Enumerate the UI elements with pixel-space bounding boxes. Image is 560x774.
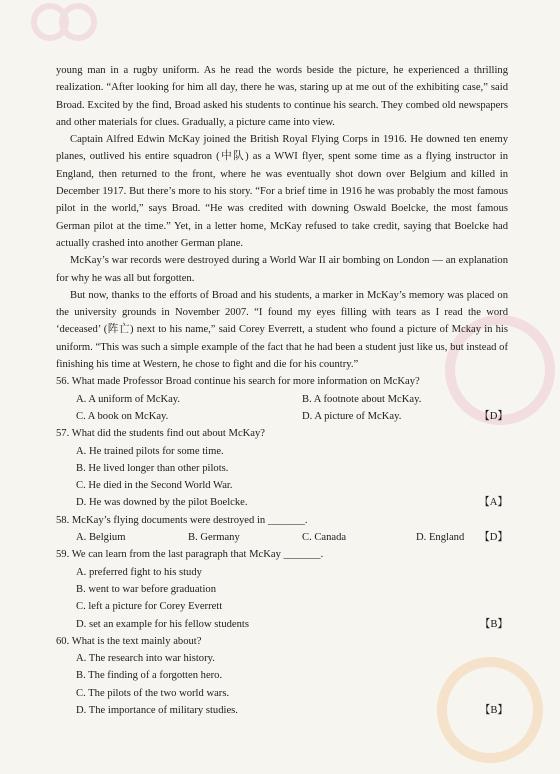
option-d: D. He was downed by the pilot Boelcke. (76, 497, 248, 509)
question-58 (56, 512, 508, 547)
question-59 (56, 546, 508, 632)
option-b: B. He lived longer than other pilots. (76, 462, 229, 474)
option-c: C. Canada (302, 532, 347, 544)
document-page (56, 62, 508, 719)
option-d: D. set an example for his fellow students (76, 618, 249, 630)
answer-key: 【D】 (479, 410, 508, 422)
paragraph: young man in a rugby uniform. As he read the words beside the picture, he experienced a thrilling realization. “After looking for him all day, there he was, staring up at me out of the exhibiting case,” said Broad. Excited by the find, Broad asked his students to continue his search. They combed old newspapers and other materials for clues. Gradually, a picture came into view. (56, 65, 508, 128)
option-a: A. He trained pilots for some time. (76, 445, 224, 457)
question-57 (56, 425, 508, 511)
answer-key: 【A】 (479, 497, 508, 509)
question-stem: 58. McKay’s flying documents were destroyed in _______. (56, 514, 308, 526)
option-a: A. Belgium (76, 532, 126, 544)
question-56 (56, 373, 508, 425)
option-c: C. The pilots of the two world wars. (76, 687, 230, 699)
option-a: A. preferred fight to his study (76, 566, 202, 578)
option-b: B. A footnote about McKay. (302, 393, 422, 405)
answer-key: 【B】 (479, 618, 508, 630)
option-d: D. England (416, 532, 465, 544)
question-stem: 57. What did the students find out about McKay? (56, 428, 265, 440)
question-60 (56, 633, 508, 719)
option-b: B. Germany (188, 532, 240, 544)
option-d: D. The importance of military studies. (76, 704, 238, 716)
option-c: C. left a picture for Corey Everrett (76, 601, 223, 613)
answer-key: 【B】 (479, 704, 508, 716)
paragraph: Captain Alfred Edwin McKay joined the British Royal Flying Corps in 1916. He downed ten enemy planes, outlived his entire squadron (中队) as a WWI flyer, spent some time as a flying instructor in England, then returned to the front, where he was eventually shot down over Belgium and killed in December 1917. But there’s more to his story. “For a brief time in 1916 he was probably the most famous pilot in the world,” says Broad. “He was credited with downing Oswald Boelcke, the most famous German pilot at the time.” Yet, in a letter home, McKay refused to take credit, saying that Boelcke had actually crashed into another German plane. (56, 134, 508, 249)
option-a: A. The research into war history. (76, 653, 215, 665)
option-c: C. A book on McKay. (76, 410, 169, 422)
option-a: A. A uniform of McKay. (76, 393, 181, 405)
watermark-logo-top (20, 0, 110, 70)
option-d: D. A picture of McKay. (302, 410, 402, 422)
paragraph: McKay’s war records were destroyed during a World War II air bombing on London — an explanation for why he was all but forgotten. (56, 255, 508, 284)
option-b: B. The finding of a forgotten hero. (76, 670, 223, 682)
answer-key: 【D】 (479, 532, 508, 544)
paragraph: But now, thanks to the efforts of Broad and his students, a marker in McKay’s memory was placed on the university grounds in November 2007. “I found my eyes filling with tears as I read the word ‘deceased’ (阵亡) next to his name,” said Corey Everrett, a student who found a picture of Mckay in his uniform. “This was such a simple example of the fact that he had been a student just like us, but instead of finishing his time at Western, he chose to fight and die for his country.” (56, 289, 508, 371)
question-stem: 56. What made Professor Broad continue his search for more information on McKay? (56, 376, 420, 388)
option-c: C. He died in the Second World War. (76, 480, 233, 492)
question-stem: 60. What is the text mainly about? (56, 635, 202, 647)
question-stem: 59. We can learn from the last paragraph that McKay _______. (56, 549, 324, 561)
option-b: B. went to war before graduation (76, 583, 217, 595)
